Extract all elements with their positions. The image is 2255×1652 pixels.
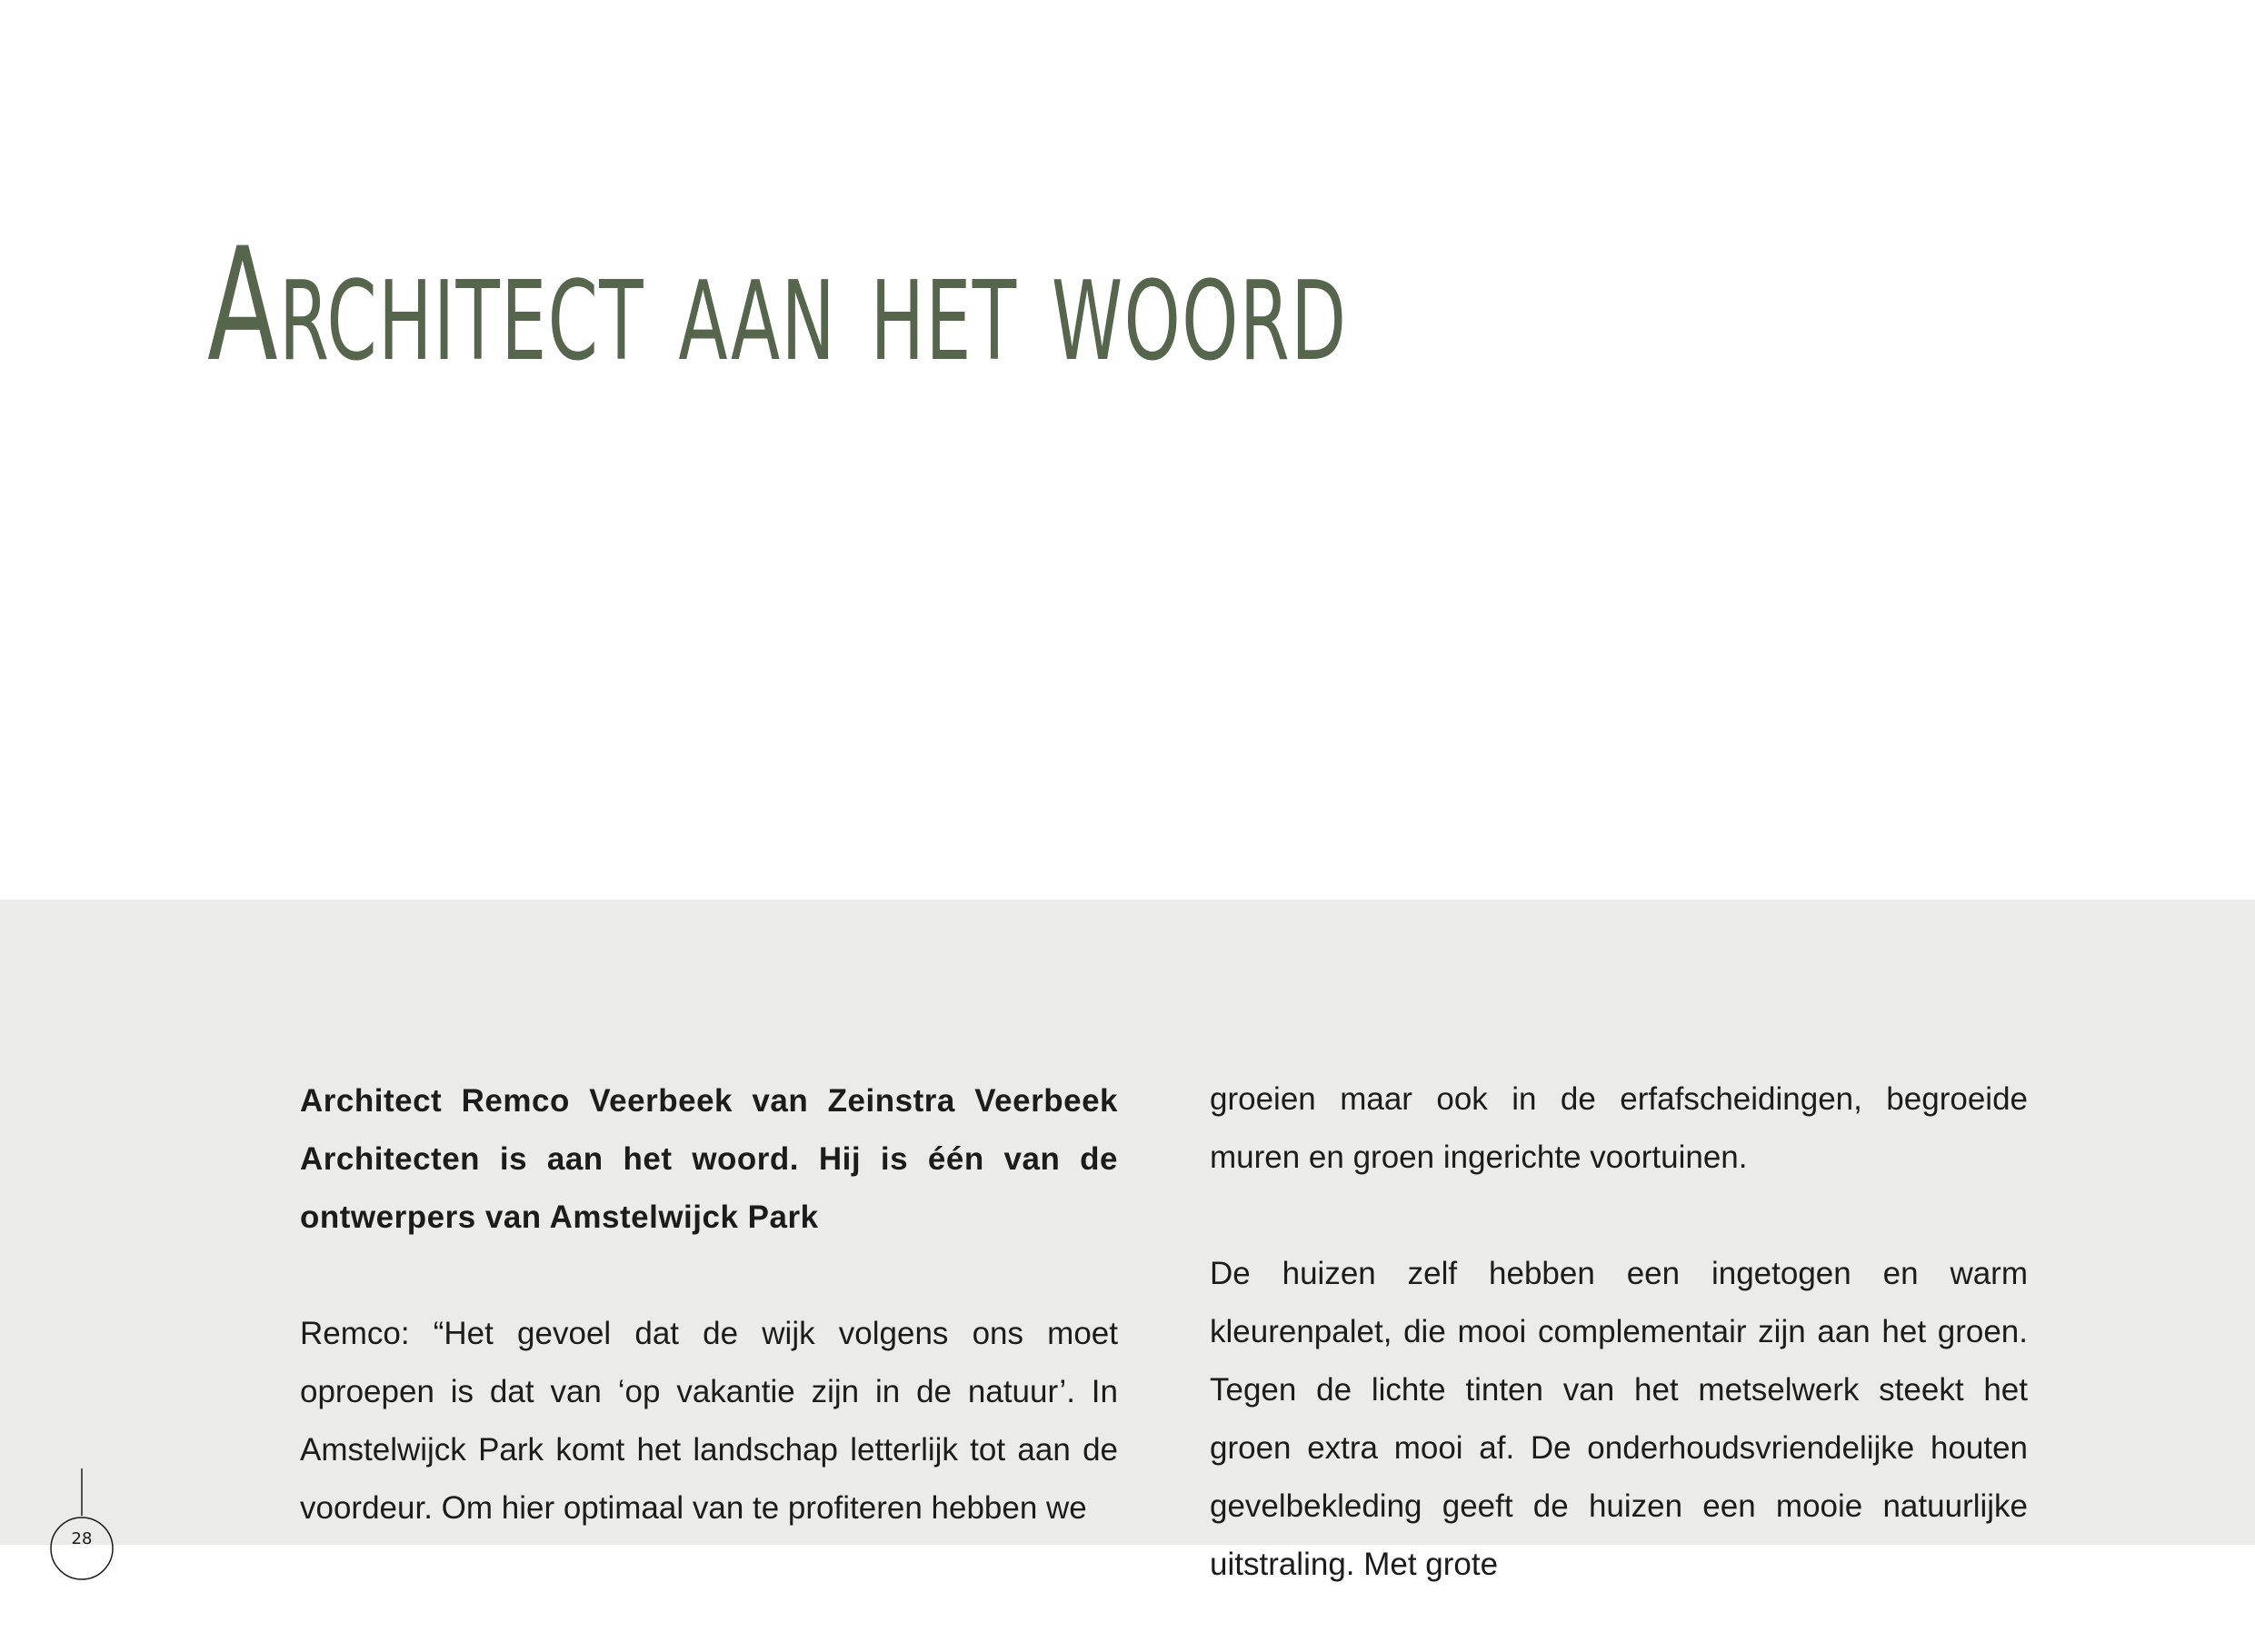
page-number-marker <box>45 1468 118 1548</box>
page-marker-icon <box>45 1468 118 1548</box>
left-column <box>300 1072 1118 1596</box>
body-paragraph-houses: De huizen zelf hebben een ingetogen en warm kleurenpalet, die mooi complementair zijn aan het groen. Tegen de lichte tinten van het metselwerk steekt het groen extra mooi af. De onderhoudsvriendelijke houten gevelbekleding geeft de huizen een mooie natuurlijke uitstraling. Met grote <box>1210 1256 2028 1582</box>
page-title: Architect aan het woord <box>207 214 1348 396</box>
body-paragraph: Remco: “Het gevoel dat de wijk volgens ons moet oproepen is dat van ‘op vakantie zijn in de natuur’. In Amstelwijck Park komt het landschap letterlijk tot aan de voordeur. Om hier optimaal van te profiteren hebben we <box>300 1316 1118 1526</box>
right-column <box>1210 1070 2028 1652</box>
lead-paragraph: Architect Remco Veerbeek van Zeinstra Veerbeek Architecten is aan het woord. Hij is één van de ontwerpers van Amstelwijck Park <box>300 1083 1118 1235</box>
body-paragraph-continued: groeien maar ook in de erfafscheidingen, begroeide muren en groen ingerichte voortuinen. <box>1210 1081 2028 1175</box>
page-number: 28 <box>71 1529 93 1548</box>
